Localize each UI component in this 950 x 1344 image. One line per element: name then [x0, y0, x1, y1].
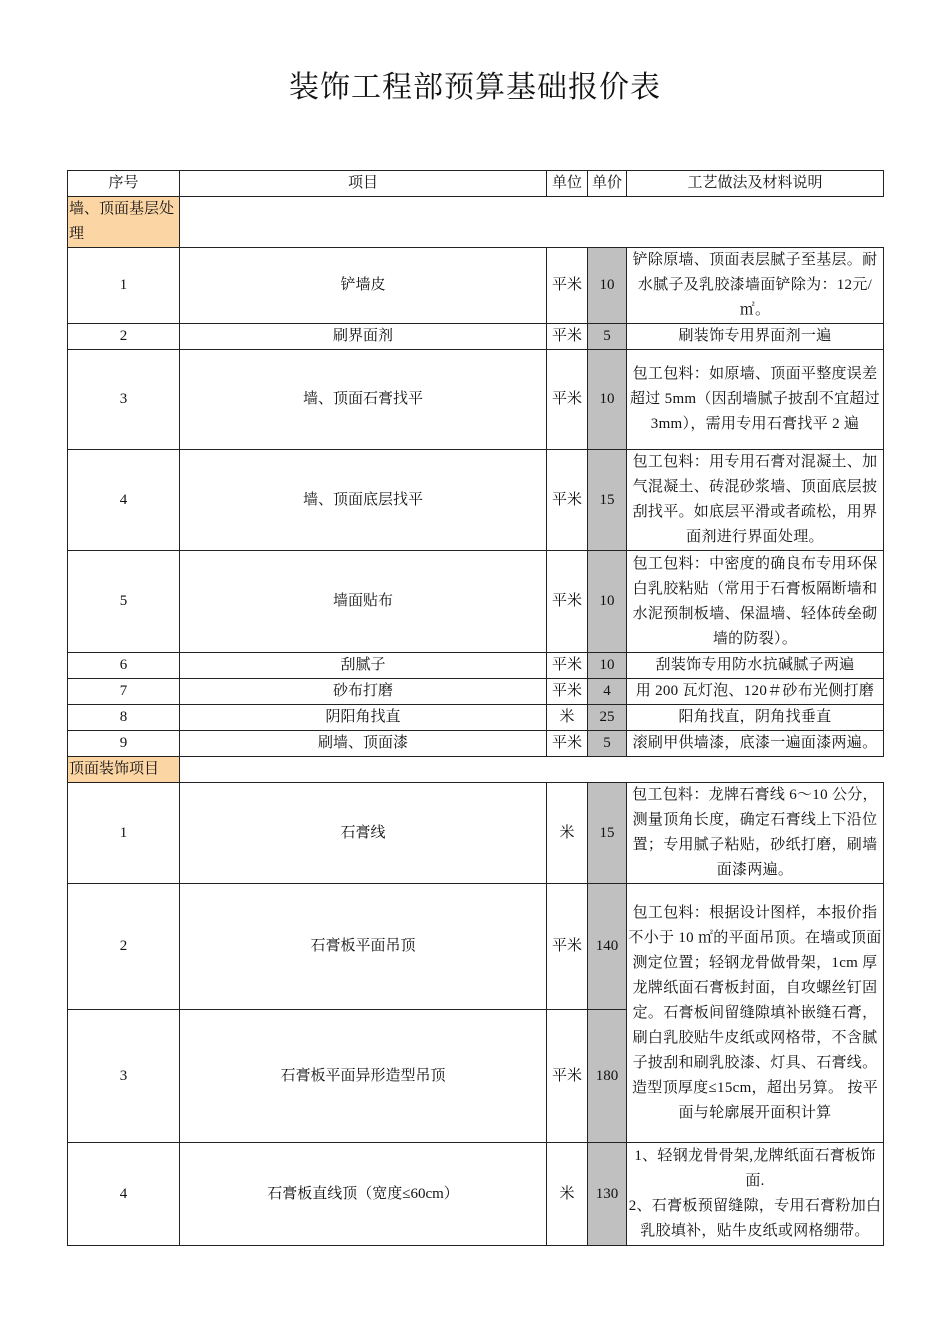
section-title: 顶面装饰项目 [68, 757, 180, 783]
row-seq: 4 [68, 1143, 180, 1246]
row-seq: 9 [68, 731, 180, 757]
row-seq: 8 [68, 705, 180, 731]
table-row [68, 450, 884, 551]
row-seq: 3 [68, 1010, 180, 1143]
row-price: 130 [588, 1143, 627, 1246]
row-unit: 平米 [547, 350, 588, 450]
row-unit: 平米 [547, 884, 588, 1010]
row-desc: 刷装饰专用界面剂一遍 [627, 324, 884, 350]
row-item: 刮腻子 [180, 653, 547, 679]
header-row [68, 171, 884, 197]
table-row [68, 884, 884, 1010]
header-unit: 单位 [547, 171, 588, 197]
row-price: 5 [588, 324, 627, 350]
row-unit: 平米 [547, 450, 588, 551]
row-item: 砂布打磨 [180, 679, 547, 705]
row-desc: 1、轻钢龙骨骨架,龙牌纸面石膏板饰面. 2、石膏板预留缝隙，专用石膏粉加白乳胶填补，贴牛皮纸或网格绷带。 [627, 1143, 884, 1246]
row-desc: 刮装饰专用防水抗碱腻子两遍 [627, 653, 884, 679]
quote-table [67, 170, 884, 1246]
row-price: 140 [588, 884, 627, 1010]
row-item: 墙、顶面底层找平 [180, 450, 547, 551]
row-price: 15 [588, 783, 627, 884]
row-desc: 滚刷甲供墙漆，底漆一遍面漆两遍。 [627, 731, 884, 757]
table-row [68, 653, 884, 679]
row-seq: 3 [68, 350, 180, 450]
row-item: 石膏板平面异形造型吊顶 [180, 1010, 547, 1143]
row-unit: 平米 [547, 324, 588, 350]
row-unit: 米 [547, 1143, 588, 1246]
header-item: 项目 [180, 171, 547, 197]
row-item: 石膏线 [180, 783, 547, 884]
row-seq: 5 [68, 551, 180, 653]
row-price: 5 [588, 731, 627, 757]
row-unit: 平米 [547, 731, 588, 757]
table-row [68, 551, 884, 653]
table-row [68, 783, 884, 884]
header-price: 单价 [588, 171, 627, 197]
row-desc: 包工包料：如原墙、顶面平整度误差超过 5mm（因刮墙腻子披刮不宜超过 3mm），需用专用石膏找平 2 遍 [627, 350, 884, 450]
row-desc: 阳角找直，阴角找垂直 [627, 705, 884, 731]
row-item: 石膏板平面吊顶 [180, 884, 547, 1010]
table-row [68, 324, 884, 350]
row-seq: 1 [68, 783, 180, 884]
row-price: 4 [588, 679, 627, 705]
row-unit: 米 [547, 783, 588, 884]
row-seq: 2 [68, 884, 180, 1010]
section-blank [180, 757, 884, 783]
row-price: 10 [588, 551, 627, 653]
table-row [68, 350, 884, 450]
page-title: 装饰工程部预算基础报价表 [289, 71, 661, 104]
table-row [68, 679, 884, 705]
row-desc: 包工包料：龙牌石膏线 6～10 公分，测量顶角长度，确定石膏线上下沿位置；专用腻子粘贴，砂纸打磨，刷墙面漆两遍。 [627, 783, 884, 884]
row-price: 25 [588, 705, 627, 731]
row-price: 10 [588, 350, 627, 450]
row-price: 180 [588, 1010, 627, 1143]
row-desc: 用 200 瓦灯泡、120＃砂布光侧打磨 [627, 679, 884, 705]
row-unit: 平米 [547, 248, 588, 324]
table-row [68, 1143, 884, 1246]
table-row [68, 705, 884, 731]
row-seq: 4 [68, 450, 180, 551]
row-price: 10 [588, 248, 627, 324]
row-unit: 平米 [547, 1010, 588, 1143]
section-title: 墙、顶面基层处理 [68, 197, 180, 248]
section-row [68, 197, 884, 248]
header-desc: 工艺做法及材料说明 [627, 171, 884, 197]
row-item: 阴阳角找直 [180, 705, 547, 731]
row-seq: 6 [68, 653, 180, 679]
row-seq: 2 [68, 324, 180, 350]
row-item: 铲墙皮 [180, 248, 547, 324]
row-item: 墙面贴布 [180, 551, 547, 653]
row-price: 15 [588, 450, 627, 551]
row-desc: 包工包料：根据设计图样，本报价指不小于 10 ㎡的平面吊顶。在墙或顶面测定位置；轻钢龙骨做骨架，1cm 厚龙牌纸面石膏板封面，自攻螺丝钉固定。石膏板间留缝隙填补嵌缝石膏，刷白乳胶贴牛皮纸或网格带，不含腻子披刮和刷乳胶漆、灯具、石膏线。造型顶厚度≤15cm，超出另算。 按平面与轮廓展开面积计算 [627, 884, 884, 1143]
table-row [68, 248, 884, 324]
row-seq: 7 [68, 679, 180, 705]
row-item: 刷墙、顶面漆 [180, 731, 547, 757]
section-blank [180, 197, 884, 248]
header-seq: 序号 [68, 171, 180, 197]
row-unit: 平米 [547, 679, 588, 705]
row-unit: 平米 [547, 551, 588, 653]
section-row [68, 757, 884, 783]
table-row [68, 731, 884, 757]
row-item: 石膏板直线顶（宽度≤60cm） [180, 1143, 547, 1246]
row-unit: 平米 [547, 653, 588, 679]
row-price: 10 [588, 653, 627, 679]
row-seq: 1 [68, 248, 180, 324]
row-desc: 铲除原墙、顶面表层腻子至基层。耐水腻子及乳胶漆墙面铲除为：12元/㎡。 [627, 248, 884, 324]
row-unit: 米 [547, 705, 588, 731]
row-desc: 包工包料：用专用石膏对混凝土、加气混凝土、砖混砂浆墙、顶面底层披刮找平。如底层平滑或者疏松，用界面剂进行界面处理。 [627, 450, 884, 551]
row-desc: 包工包料：中密度的确良布专用环保白乳胶粘贴（常用于石膏板隔断墙和水泥预制板墙、保温墙、轻体砖垒砌墙的防裂）。 [627, 551, 884, 653]
row-item: 墙、顶面石膏找平 [180, 350, 547, 450]
row-item: 刷界面剂 [180, 324, 547, 350]
